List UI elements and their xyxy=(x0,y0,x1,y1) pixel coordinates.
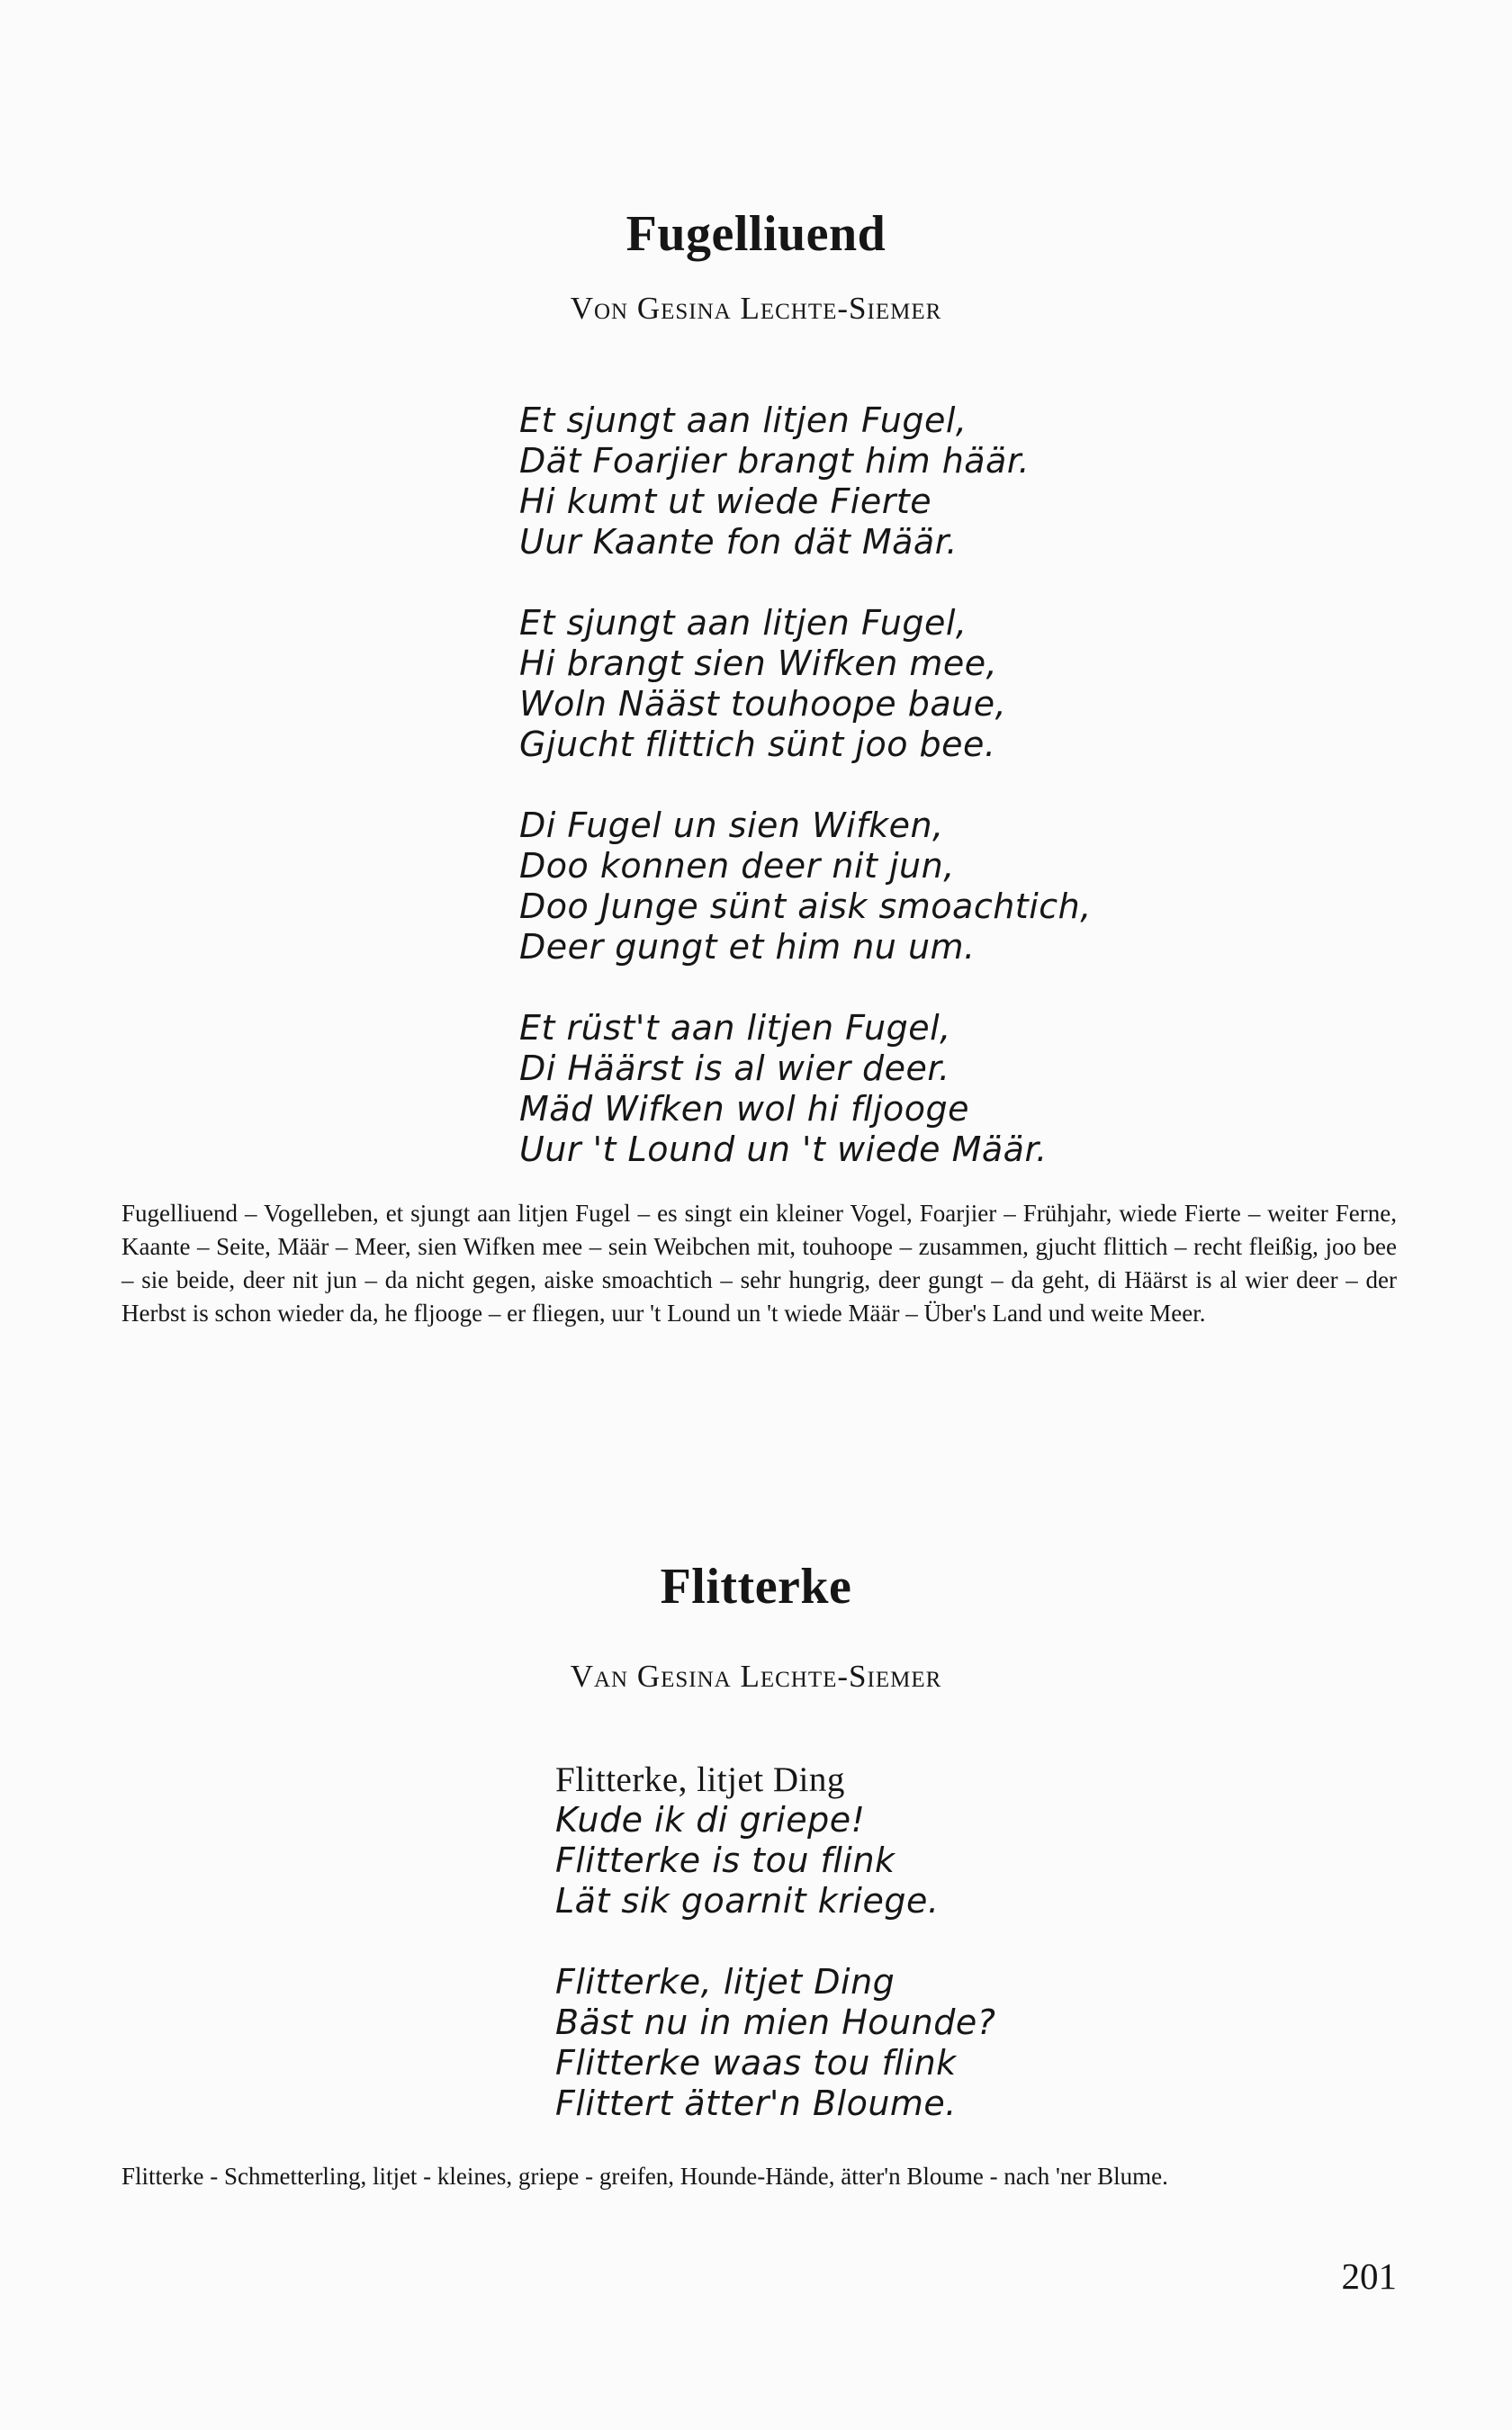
verse-line: Woln Nääst touhoope baue, xyxy=(519,684,1007,724)
poem-byline: Van Gesina Lechte-Siemer xyxy=(570,1659,942,1694)
verse-line: Flitterke, litjet Ding xyxy=(555,1760,845,1799)
verse-line: Gjucht flittich sünt joo bee. xyxy=(519,724,996,764)
verse-line: Et rüst't aan litjen Fugel, xyxy=(519,1008,951,1048)
poem-body xyxy=(555,1760,995,2164)
page-number: 201 xyxy=(1341,2255,1397,2297)
verse-line: Flitterke waas tou flink xyxy=(555,2043,957,2083)
poem-byline: Von Gesina Lechte-Siemer xyxy=(570,291,942,326)
stanza xyxy=(555,1760,995,1922)
stanza xyxy=(519,400,1092,562)
verse-line: Uur Kaante fon dät Määr. xyxy=(519,522,958,562)
stanza xyxy=(519,603,1092,765)
poem-title: Fugelliuend xyxy=(626,206,886,262)
verse-line: Doo Junge sünt aisk smoachtich, xyxy=(519,886,1092,926)
verse-line: Di Fugel un sien Wifken, xyxy=(519,806,944,845)
verse-line: Mäd Wifken wol hi fljooge xyxy=(519,1089,970,1129)
verse-line: Flittert ätter'n Bloume. xyxy=(555,2084,957,2123)
glossary-note: Flitterke - Schmetterling, litjet - kleines, griepe - greifen, Hounde-Hände, ätter'n Bloume - nach 'ner Blume. xyxy=(122,2163,1168,2190)
verse-line: Kude ik di griepe! xyxy=(555,1800,866,1840)
verse-line: Uur 't Lound un 't wiede Määr. xyxy=(519,1130,1048,1169)
verse-line: Doo konnen deer nit jun, xyxy=(519,846,955,886)
glossary-note: Fugelliuend – Vogelleben, et sjungt aan litjen Fugel – es singt ein kleiner Vogel, Foarjier – Frühjahr, wiede Fierte – weiter Ferne, Kaante – Seite, Määr – Meer, sien Wifken mee – sein Weibchen mit, touhoope – zusammen, gjucht flittich – recht fleißig, joo bee – sie beide, deer nit jun – da nicht gegen, aiske smoachtich – sehr hungrig, deer gungt – da geht, di Häärst is al wier deer – der Herbst is schon wieder da, he fljooge – er fliegen, uur 't Lound un 't wiede Määr – Über's Land und weite Meer. xyxy=(122,1200,1397,1327)
verse-line: Deer gungt et him nu um. xyxy=(519,927,976,967)
verse-line: Di Häärst is al wier deer. xyxy=(519,1048,950,1088)
verse-line: Flitterke is tou flink xyxy=(555,1840,896,1880)
verse-line: Hi brangt sien Wifken mee, xyxy=(519,644,998,683)
verse-line: Hi kumt ut wiede Fierte xyxy=(519,482,932,521)
poem-title: Flitterke xyxy=(660,1559,852,1615)
stanza xyxy=(555,1962,995,2124)
verse-line: Lät sik goarnit kriege. xyxy=(555,1881,940,1921)
verse-line: Dät Foarjier brangt him häär. xyxy=(519,441,1030,481)
verse-line: Et sjungt aan litjen Fugel, xyxy=(519,603,968,643)
poem-body xyxy=(519,400,1092,1210)
stanza xyxy=(519,806,1092,968)
verse-line: Bäst nu in mien Hounde? xyxy=(555,2002,996,2042)
stanza xyxy=(519,1008,1092,1170)
verse-line: Flitterke, litjet Ding xyxy=(555,1962,896,2002)
verse-line: Et sjungt aan litjen Fugel, xyxy=(519,400,968,440)
